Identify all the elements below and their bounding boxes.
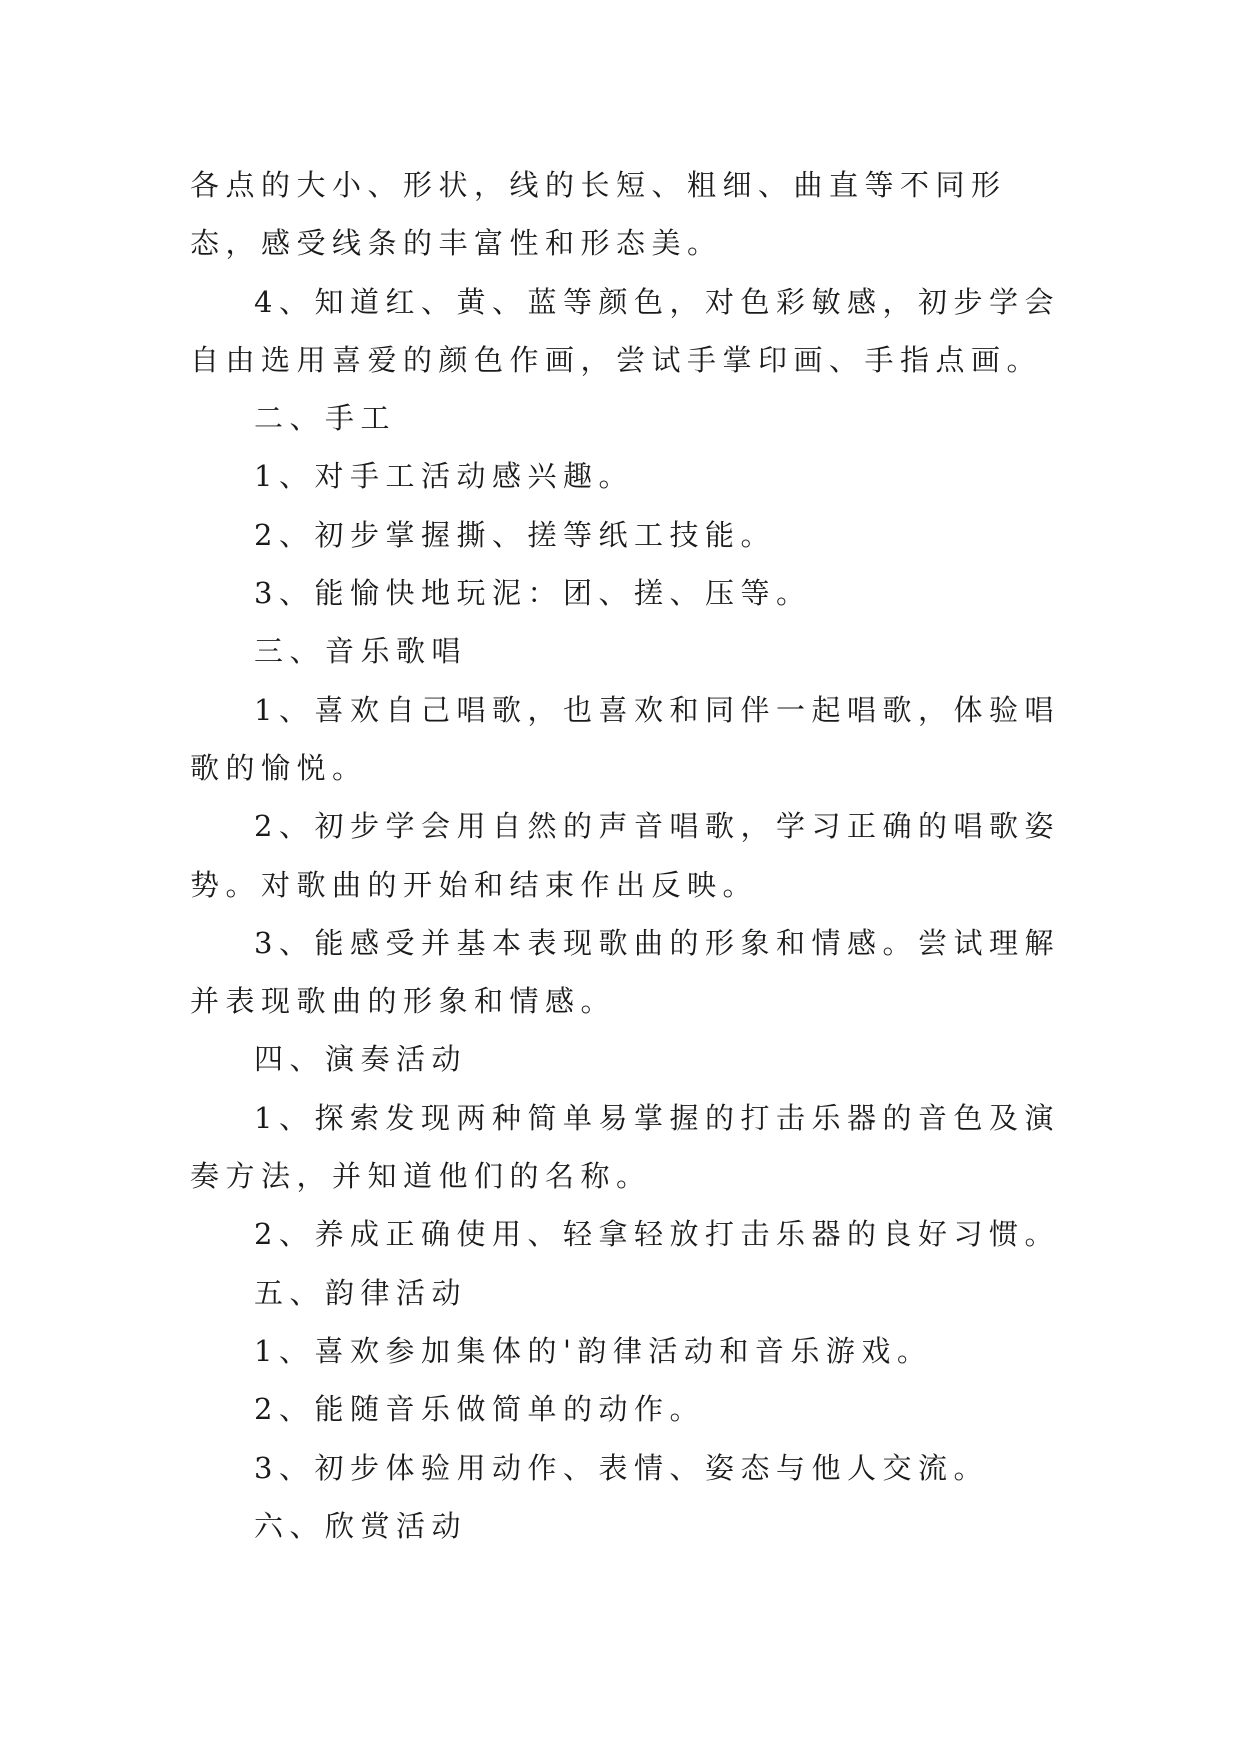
section-heading: 六、欣赏活动	[254, 1508, 468, 1543]
list-item: 1、探索发现两种简单易掌握的打击乐器的音色及演奏方法，并知道他们的名称。	[190, 1100, 1060, 1194]
list-item: 2、初步掌握撕、搓等纸工技能。	[254, 517, 776, 552]
document-body	[190, 156, 1070, 1555]
section-heading: 三、音乐歌唱	[254, 634, 468, 669]
list-item: 3、能愉快地玩泥：团、搓、压等。	[254, 576, 812, 611]
section-heading: 四、演奏活动	[254, 1042, 468, 1077]
list-item: 1、喜欢参加集体的'韵律活动和音乐游戏。	[254, 1333, 933, 1368]
list-item: 2、能随音乐做简单的动作。	[254, 1392, 705, 1427]
section-heading: 五、韵律活动	[254, 1275, 468, 1310]
section-heading: 二、手工	[254, 401, 397, 436]
list-item: 3、初步体验用动作、表情、姿态与他人交流。	[254, 1450, 989, 1485]
list-item: 1、喜欢自己唱歌，也喜欢和同伴一起唱歌，体验唱歌的愉悦。	[190, 692, 1060, 785]
list-item: 2、养成正确使用、轻拿轻放打击乐器的良好习惯。	[254, 1217, 1060, 1252]
list-item: 3、能感受并基本表现歌曲的形象和情感。尝试理解并表现歌曲的形象和情感。	[190, 925, 1060, 1019]
paragraph: 各点的大小、形状，线的长短、粗细、曲直等不同形态，感受线条的丰富性和形态美。	[190, 168, 1007, 261]
list-item: 2、初步学会用自然的声音唱歌，学习正确的唱歌姿势。对歌曲的开始和结束作出反映。	[190, 809, 1060, 902]
paragraph: 4、知道红、黄、蓝等颜色，对色彩敏感，初步学会自由选用喜爱的颜色作画，尝试手掌印画、手指点画。	[190, 284, 1060, 377]
list-item: 1、对手工活动感兴趣。	[254, 459, 634, 494]
